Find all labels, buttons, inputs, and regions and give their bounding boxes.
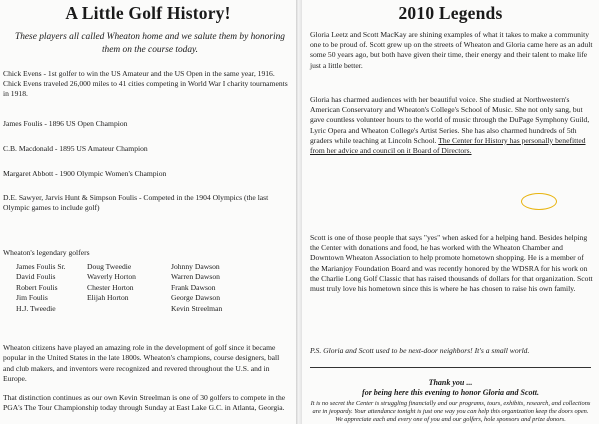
divider bbox=[310, 367, 591, 368]
legendary-golfers-heading: Wheaton's legendary golfers bbox=[3, 248, 90, 257]
gloria-underlined-text: The Center for History has personally benefitted from her advice and council on it Board of Directors. bbox=[310, 135, 586, 156]
thank-you-heading: Thank you ... bbox=[428, 378, 473, 387]
thank-you-subheading: for being here this evening to honor Gloria and Scott. bbox=[362, 388, 539, 397]
postscript: P.S. Gloria and Scott used to be next-door neighbors! It's a small world. bbox=[310, 346, 530, 355]
intro-text: These players all called Wheaton home and we salute them by honoring them on the course today. bbox=[14, 32, 285, 55]
appeal-note: It is no secret the Center is struggling financially and our programs, tours, exhibits, research, and collections are in jeopardy. Your attendance tonight is just one way you can help this organization keep the doors open. We appreciate each and every one of you and our golfers, hole sponsors and prize donors. bbox=[310, 400, 591, 424]
golfer-name: Frank Dawson bbox=[171, 282, 216, 292]
thank-you-block bbox=[308, 378, 593, 398]
history-entry-evens: Chick Evens - 1st golfer to win the US Amateur and the US Open in the same year, 1916. Chick Evens traveled 26,000 miles to 41 cities competing in World War I charity tournaments in 1918. bbox=[3, 69, 288, 98]
golfer-name: David Foulis bbox=[16, 272, 56, 282]
golfers-column bbox=[16, 262, 87, 314]
streelman-paragraph: That distinction continues as our own Kevin Streelman is one of 30 golfers to compete in the PGA's The Tour Championship today through Sunday at East Lake G.C. in Atlanta, Georgia. bbox=[3, 393, 286, 413]
golfer-name: Chester Horton bbox=[87, 282, 134, 292]
right-page-title: 2010 Legends bbox=[398, 3, 503, 23]
golfer-name: Waverly Horton bbox=[87, 272, 136, 282]
golfer-name: Robert Foulis bbox=[16, 282, 58, 292]
golfer-name: Elijah Horton bbox=[87, 293, 129, 303]
history-entry-olympics: D.E. Sawyer, Jarvis Hunt & Simpson Foulis - Competed in the 1904 Olympics (the last Olympic games to include golf) bbox=[3, 193, 269, 212]
gloria-text: Gloria has charmed audiences with her beautiful voice. She studied at Northwestern's American Conservatory and Wheaton's College's School of Music. She not only sang, but gave countless volunteer hours to the world of music through the DuPage Symphony Guild, Lyric Opera and Wheaton College's Artist Series. She has also charmed hundreds of 5th graders while teaching at Lincoln School. bbox=[310, 95, 590, 145]
golf-role-paragraph: Wheaton citizens have played an amazing role in the development of golf since it became popular in the United States in the late 1800s. Wheaton's champions, course designers, ball and club makers, and inventors were recognized and revered throughout the U.S. and in Europe. bbox=[3, 343, 280, 384]
legends-intro-paragraph: Gloria Leetz and Scott MacKay are shining examples of what it takes to make a community one to be proud of. Scott grew up on the streets of Wheaton and Gloria came here as an adult some 50 years ago, but both have given their time, their energy and their talent to make life just a little better. bbox=[310, 30, 593, 70]
legendary-golfers-list bbox=[16, 262, 286, 314]
right-page bbox=[302, 0, 599, 424]
history-entry-macdonald: C.B. Macdonald - 1895 US Amateur Champion bbox=[3, 144, 148, 153]
golfers-column bbox=[87, 262, 171, 314]
golfer-name: Jim Foulis bbox=[16, 293, 48, 303]
golfer-name: Johnny Dawson bbox=[171, 262, 220, 271]
golfer-name: H.J. Tweedie bbox=[16, 303, 56, 313]
gloria-paragraph bbox=[310, 95, 593, 156]
history-entry-foulis: James Foulis - 1896 US Open Champion bbox=[3, 119, 128, 128]
scott-paragraph: Scott is one of those people that says "yes" when asked for a helping hand. Besides helping the Center with donations and food, he has worked with the Wheaton Chamber and Downtown Wheaton Association to help promote hometown shopping. He is a member of the Marianjoy Foundation Board and was recently honored by the WDSRA for his work on the Charlie Long Golf Classic that has raised thousands of dollars for that organization. Scott must truly love his hometown since this is where he has chosen to raise his own family. bbox=[310, 233, 593, 294]
history-entry-abbott: Margaret Abbott - 1900 Olympic Women's Champion bbox=[3, 169, 167, 178]
highlight-circle bbox=[521, 193, 557, 210]
golfer-name: Doug Tweedie bbox=[87, 262, 132, 271]
left-page bbox=[0, 0, 296, 424]
golfers-column bbox=[171, 262, 281, 314]
golfer-name: Warren Dawson bbox=[171, 272, 220, 282]
golfer-name: George Dawson bbox=[171, 293, 220, 303]
golfer-name: James Foulis Sr. bbox=[16, 262, 66, 271]
left-page-title: A Little Golf History! bbox=[65, 3, 231, 23]
golfer-name: Kevin Streelman bbox=[171, 303, 223, 313]
